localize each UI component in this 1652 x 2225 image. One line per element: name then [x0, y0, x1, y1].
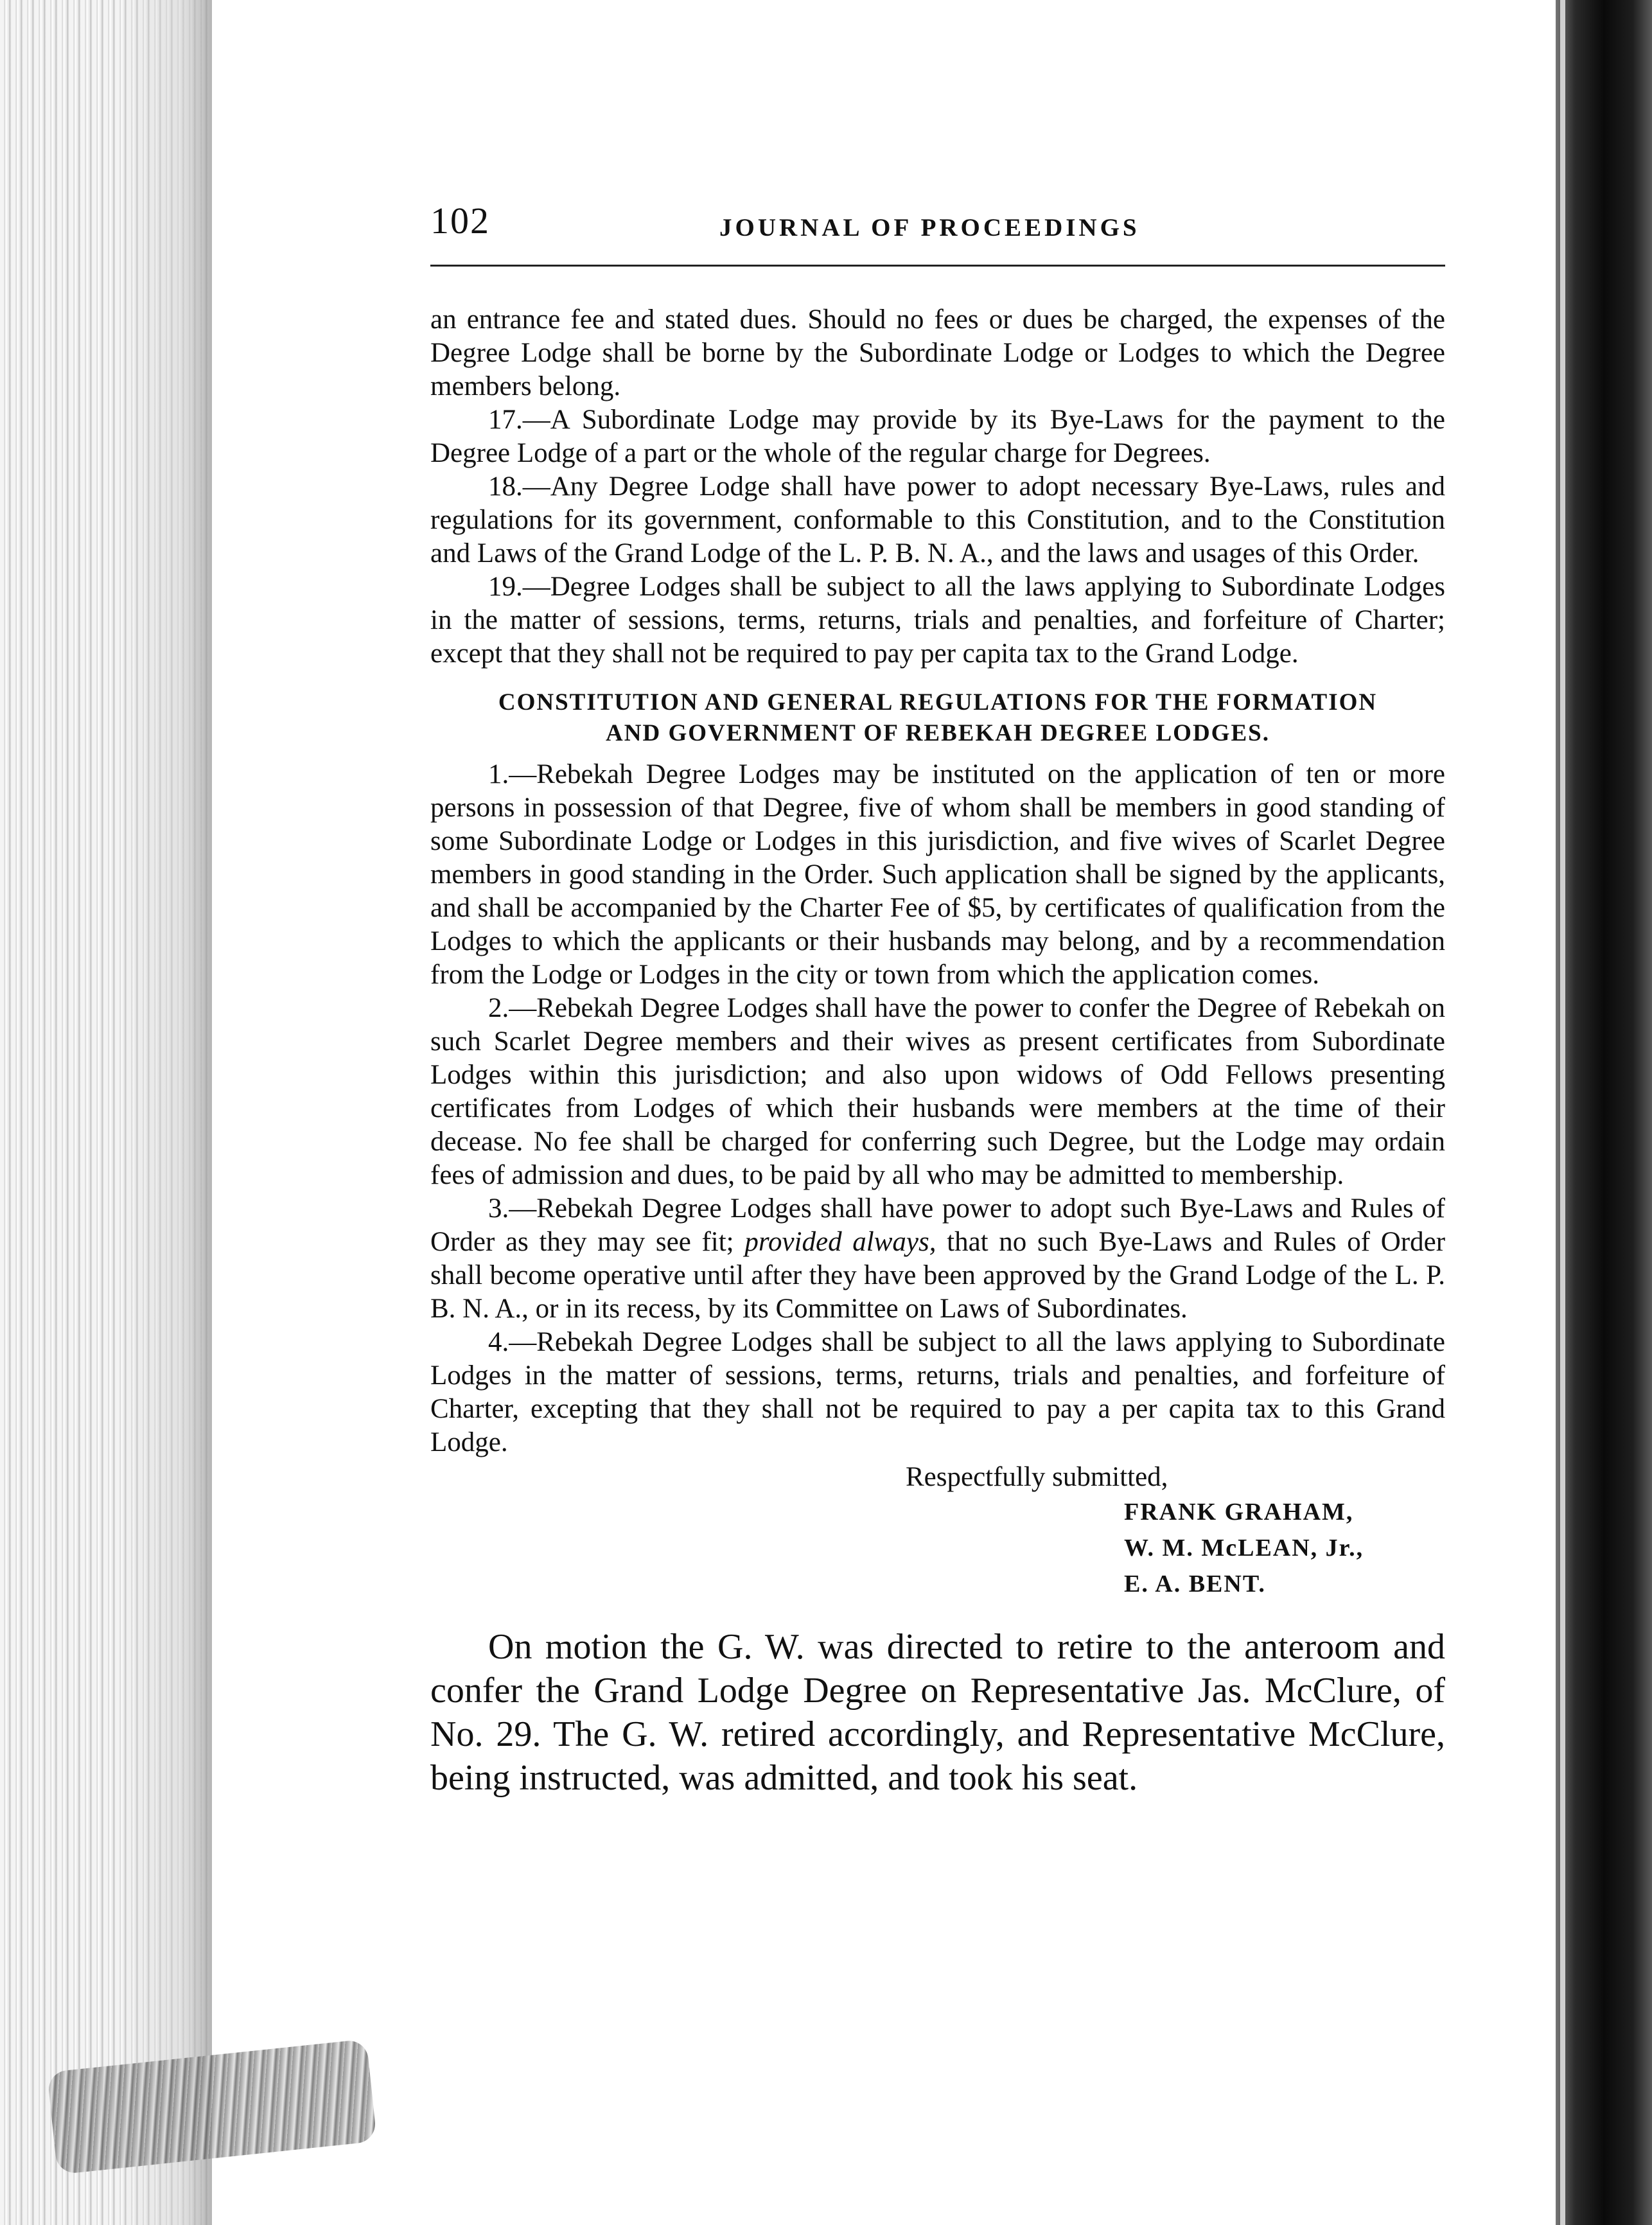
- rebekah-article-3: [430, 1192, 1445, 1326]
- article-18: 18.—Any Degree Lodge shall have power to adopt necessary Bye-Laws, rules and regulations for its government, conformable to this Constitution, and to the Constitution and Laws of the Grand Lodge of the L. P. B. N. A., and the laws and usages of this Order.: [430, 471, 1445, 568]
- body-text: [430, 303, 1445, 1800]
- continued-paragraph: an entrance fee and stated dues. Should no fees or dues be charged, the expenses of the Degree Lodge shall be borne by the Subordinate Lodge or Lodges to which the Degree members belong.: [430, 304, 1445, 401]
- section-heading-line-2: AND GOVERNMENT OF REBEKAH DEGREE LODGES.: [606, 720, 1270, 746]
- page-gutter-shadow: [116, 0, 212, 2225]
- binding-edge-highlight: [1560, 0, 1565, 2225]
- signatory-2: W. M. McLEAN, Jr.,: [1124, 1535, 1364, 1561]
- running-title: JOURNAL OF PROCEEDINGS: [719, 214, 1140, 242]
- closing-salutation: Respectfully submitted,: [906, 1462, 1168, 1492]
- signatory-3: E. A. BENT.: [1124, 1570, 1266, 1597]
- signatures-block: [1124, 1494, 1445, 1602]
- rebekah-article-3-before: 3.—Rebekah Degree Lodges shall have power to adopt such Bye-Laws and Rules of Order as they may see fit;: [430, 1193, 1445, 1257]
- rebekah-article-2: 2.—Rebekah Degree Lodges shall have the power to confer the Degree of Rebekah on such Scarlet Degree members and their wives as present certificates from Subordinate Lodges within this jurisdiction; and also upon widows of Odd Fellows presenting certificates from Lodges of which their husbands were members at the time of their decease. No fee shall be charged for conferring such Degree, but the Lodge may ordain fees of admission and dues, to be paid by all who may be admitted to membership.: [430, 993, 1445, 1190]
- rebekah-article-1: 1.—Rebekah Degree Lodges may be instituted on the application of ten or more persons in possession of that Degree, five of whom shall be members in good standing of some Subordinate Lodge or Lodges in this jurisdiction, and five wives of Scarlet Degree members in good standing in the Order. Such application shall be signed by the applicants, and shall be accompanied by the Charter Fee of $5, by certificates of qualification from the Lodges to which the applicants or their husbands may belong, and by a recommendation from the Lodge or Lodges in the city or town from which the application comes.: [430, 759, 1445, 990]
- running-head: [411, 193, 1455, 263]
- page-number: 102: [430, 200, 490, 242]
- motion-paragraph: On motion the G. W. was directed to retire to the anteroom and confer the Grand Lodge Degree on Representative Jas. McClure, of No. 29. The G. W. retired accordingly, and Representative McClure, being instructed, was admitted, and took his seat.: [430, 1627, 1445, 1798]
- section-heading-line-1: CONSTITUTION AND GENERAL REGULATIONS FOR THE FORMATION: [498, 689, 1378, 716]
- signatory-1: FRANK GRAHAM,: [1124, 1499, 1354, 1526]
- article-17: 17.—A Subordinate Lodge may provide by its Bye-Laws for the payment to the Degree Lodge of a part or the whole of the regular charge for Degrees.: [430, 405, 1445, 468]
- header-rule: [430, 265, 1445, 267]
- rebekah-article-3-proviso: provided always,: [744, 1227, 936, 1257]
- rebekah-article-3-after: that no such Bye-Laws and Rules of Order shall become operative until after they have been approved by the Grand Lodge of the L. P. B. N. A., or in its recess, by its Committee on Laws of Subordinates.: [430, 1227, 1446, 1324]
- article-19: 19.—Degree Lodges shall be subject to all the laws applying to Subordinate Lodges in the matter of sessions, terms, returns, trials and penalties, and forfeiture of Charter; except that they shall not be required to pay per capita tax to the Grand Lodge.: [430, 572, 1445, 669]
- rebekah-article-4: 4.—Rebekah Degree Lodges shall be subject to all the laws applying to Subordinate Lodges in the matter of sessions, terms, returns, trials and penalties, and forfeiture of Charter, excepting that they shall not be required to pay a per capita tax to this Grand Lodge.: [430, 1327, 1445, 1457]
- document-page: [411, 193, 1455, 1798]
- book-binding: [1556, 0, 1652, 2225]
- section-heading: [430, 687, 1445, 749]
